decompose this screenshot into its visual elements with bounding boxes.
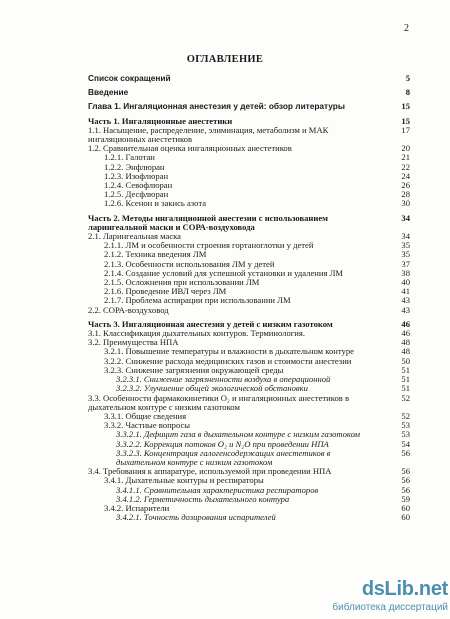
toc-entry-page: 38 xyxy=(401,267,410,278)
toc-entry-page: 21 xyxy=(401,152,410,163)
toc-entry-title: 3.2. Преимущества НПА xyxy=(88,337,179,348)
toc-entry-title: Глава 1. Ингаляционная анестезия у детей: обзор литературы xyxy=(88,101,345,112)
watermark-title: dsLib.net xyxy=(361,578,448,600)
toc-entry-page: 35 xyxy=(401,249,410,260)
toc-entry-page: 48 xyxy=(401,337,410,348)
toc-entry-title: 3.4.1.2. Герметичность дыхательного контура xyxy=(116,493,290,504)
watermark xyxy=(312,578,448,613)
toc-entry-page: 35 xyxy=(401,240,410,251)
toc-entry-page: 50 xyxy=(401,355,410,366)
toc-entry-title: 3.4.2.1. Точность дозирования испарителей xyxy=(116,512,276,523)
toc-entry-page: 5 xyxy=(405,73,410,83)
toc-entry-title: 3.2.3. Снижение загрязнения окружающей среды xyxy=(104,364,284,375)
toc-entry-title: Список сокращений xyxy=(88,73,171,83)
toc-entry-page: 20 xyxy=(401,143,410,154)
toc-entry-title: 1.2. Сравнительная оценка ингаляционных анестетиков xyxy=(88,143,292,154)
toc-entry-title: 3.3. Особенности фармакокинетики O₂ и ингаляционных анестетиков в дыхательном контуре с низким газотоком xyxy=(88,392,350,412)
toc-entry-title: 3.4.1. Дыхательные контуры и респираторы xyxy=(104,475,264,486)
toc-entry-page: 30 xyxy=(401,198,410,209)
toc-entry-title: 3.3.2.2. Коррекция потоков O₂ и N₂O при проведении НПА xyxy=(116,438,329,449)
toc-entry-title: 3.2.3.1. Снижение загрязненности воздуха в операционной xyxy=(116,374,331,385)
toc-entry-page: 40 xyxy=(401,277,410,288)
toc-entry-title: 3.2.1. Повышение температуры и влажности в дыхательном контуре xyxy=(104,346,354,357)
watermark-subtitle: библиотека диссертаций xyxy=(332,602,448,613)
toc-entry-title: 1.2.2. Энфлюран xyxy=(104,161,165,172)
toc-entry-title: 2.1.1. ЛМ и особенности строения гортаноглотки у детей xyxy=(104,240,314,251)
toc-entry-title: 1.1. Насыщение, распределение, элиминация, метаболизм и МАК ингаляционных анестетиков xyxy=(88,124,329,145)
toc-entry-page: 41 xyxy=(401,286,410,297)
toc-entry-page: 26 xyxy=(401,180,410,191)
toc-entry-title: 3.4. Требования к аппаратуре, используемой при проведении НПА xyxy=(88,466,332,477)
toc-entry-page: 48 xyxy=(401,346,410,357)
toc-entry-page: 15 xyxy=(401,115,410,126)
toc-entry-title: 2.1.6. Проведение ИВЛ через ЛМ xyxy=(104,286,227,297)
toc-entry-title: 1.2.4. Севофлюран xyxy=(104,180,173,191)
toc-entry-page: 60 xyxy=(401,512,410,523)
toc-entry-page: 34 xyxy=(401,212,410,223)
toc-entry-page: 46 xyxy=(401,318,410,329)
toc-entry[interactable] xyxy=(88,394,410,412)
page-title: ОГЛАВЛЕНИЕ xyxy=(186,54,264,65)
toc-entry-title: Часть 2. Методы ингаляционной анестезии с использованием ларингеальной маски и СОРА-воздуховода xyxy=(88,212,328,232)
toc-entry-title: 2.1.2. Техника введения ЛМ xyxy=(104,249,207,260)
toc-entry[interactable] xyxy=(88,199,410,208)
toc-entry-page: 51 xyxy=(401,364,410,375)
toc-entry-page: 51 xyxy=(401,383,410,394)
toc-entry-title: 2.1. Ларингеальная маска xyxy=(88,231,181,242)
toc-entry-title: 3.4.2. Испарители xyxy=(104,502,170,513)
page-number: 2 xyxy=(404,23,409,34)
toc-entry-page: 43 xyxy=(401,295,410,306)
toc-entry-title: 2.1.4. Создание условий для успешной установки и удаления ЛМ xyxy=(104,267,344,278)
toc-entry-page: 54 xyxy=(401,438,410,449)
toc-entry-title: 3.1. Классификация дыхательных контуров. Терминология. xyxy=(88,328,305,339)
toc-entry-title: 2.1.3. Особенности использования ЛМ у детей xyxy=(104,258,275,269)
toc-entry-page: 37 xyxy=(401,258,410,269)
toc-entry-page: 46 xyxy=(401,328,410,339)
toc-entry-title: 3.3.2.3. Концентрация галогенсодержащих анестетиков в дыхательном контуре с низким газотоком xyxy=(116,447,331,467)
toc-entry-title: 3.3.1. Общие сведения xyxy=(104,410,187,421)
toc-entry-page: 52 xyxy=(401,410,410,421)
toc-entry-title: 1.2.6. Ксенон и закись азота xyxy=(104,198,207,209)
toc-entry-page: 28 xyxy=(401,189,410,200)
toc-entry-page: 34 xyxy=(401,231,410,242)
toc-entry-title: 1.2.1. Галотан xyxy=(104,152,155,163)
toc-entry[interactable] xyxy=(88,214,410,232)
toc-entry-page: 56 xyxy=(401,447,410,458)
toc-entry-page: 43 xyxy=(401,304,410,315)
toc-entry-title: 3.2.2. Снижение расхода медицинских газов и стоимости анестезии xyxy=(104,355,352,366)
toc-entry-title: 2.2. СОРА-воздуховод xyxy=(88,304,169,315)
toc-entry-title: 1.2.3. Изофлюран xyxy=(104,170,169,181)
toc-entry-title: 3.3.2. Частные вопросы xyxy=(104,420,191,431)
toc-entry-page: 56 xyxy=(401,475,410,486)
toc-entry[interactable] xyxy=(88,306,410,315)
toc-entry[interactable] xyxy=(88,126,410,144)
toc-entry[interactable] xyxy=(88,449,410,467)
toc-entry-title: Часть 3. Ингаляционная анестезия у детей с низким газотоком xyxy=(88,318,333,329)
toc-entry[interactable] xyxy=(88,102,410,111)
toc-entry-page: 17 xyxy=(401,124,410,135)
toc-entry-page: 59 xyxy=(401,493,410,504)
toc-entry-page: 15 xyxy=(401,101,410,112)
table-of-contents xyxy=(88,74,410,522)
toc-entry-page: 22 xyxy=(401,161,410,172)
toc-entry-title: 2.1.7. Проблема аспирации при использовании ЛМ xyxy=(104,295,291,306)
toc-entry-title: Введение xyxy=(88,87,129,98)
toc-entry-title: 3.3.2.1. Дефицит газа в дыхательном контуре с низким газотоком xyxy=(116,429,361,440)
toc-entry-page: 53 xyxy=(401,429,410,440)
toc-entry-page: 53 xyxy=(401,420,410,431)
toc-entry-page: 52 xyxy=(401,392,410,403)
toc-entry-title: Часть 1. Ингаляционные анестетики xyxy=(88,115,233,126)
toc-entry-title: 2.1.5. Осложнения при использовании ЛМ xyxy=(104,277,260,288)
toc-entry-title: 3.2.3.2. Улучшение общей экологической обстановки xyxy=(116,383,308,394)
toc-entry[interactable] xyxy=(88,513,410,522)
toc-entry-page: 51 xyxy=(401,374,410,385)
toc-entry[interactable] xyxy=(88,74,410,83)
toc-entry-page: 56 xyxy=(401,484,410,495)
toc-entry-title: 3.4.1.1. Сравнительная характеристика респираторов xyxy=(116,484,319,495)
toc-entry-page: 8 xyxy=(405,87,410,98)
toc-entry-page: 24 xyxy=(401,170,410,181)
toc-entry-page: 60 xyxy=(401,502,410,513)
toc-entry-page: 56 xyxy=(401,466,410,477)
toc-entry-title: 1.2.5. Десфлюран xyxy=(104,189,169,200)
toc-entry[interactable] xyxy=(88,88,410,97)
